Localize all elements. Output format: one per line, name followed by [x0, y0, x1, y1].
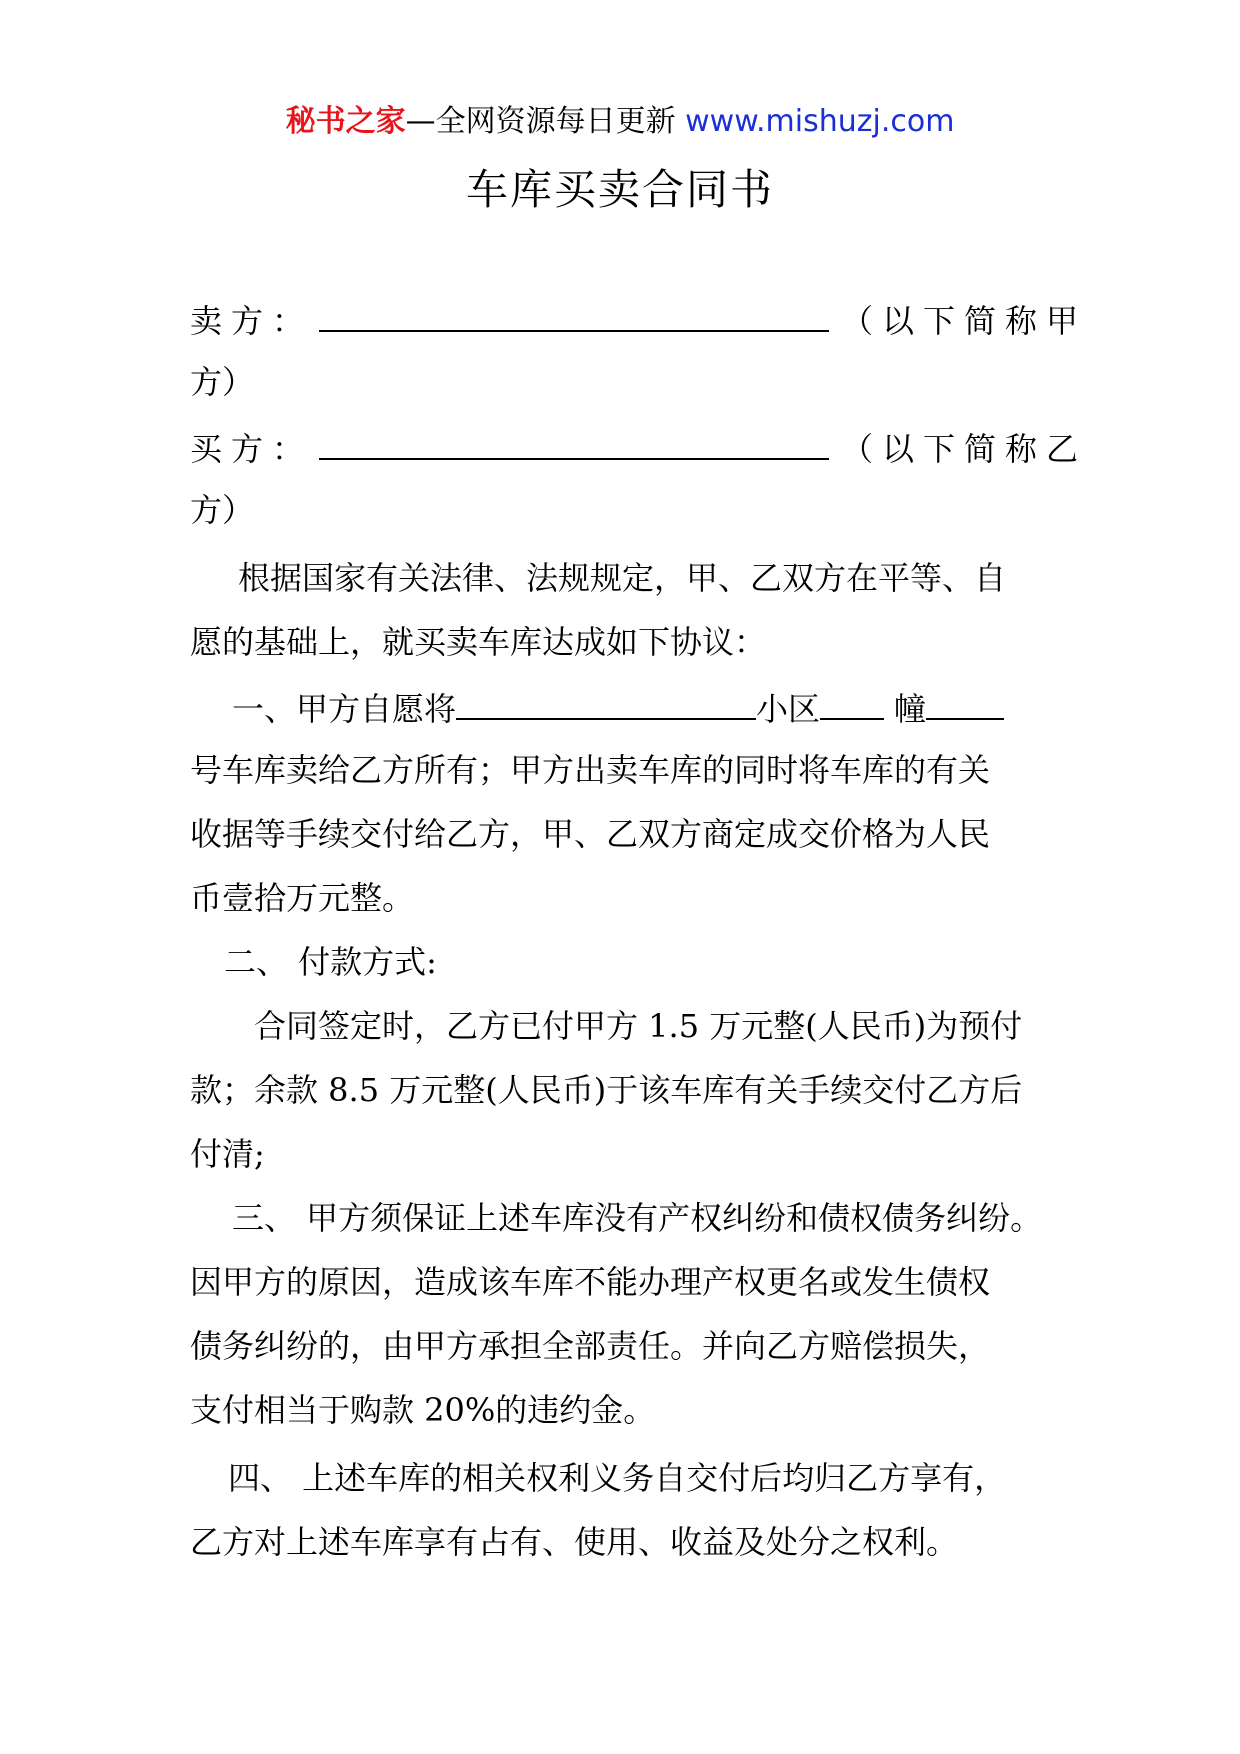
- clause1-line: 收据等手续交付给乙方，甲、乙双方商定成交价格为人民: [190, 815, 991, 853]
- buyer-name-field[interactable]: [319, 424, 829, 460]
- buyer-suffix: （以下简称乙: [841, 430, 1088, 468]
- clause1-text-b: 小区: [756, 690, 821, 728]
- clause2-line: 付清;: [190, 1135, 265, 1173]
- building-number-field[interactable]: [820, 684, 884, 720]
- clause4-line: 四、 上述车库的相关权利义务自交付后均归乙方享有，: [228, 1459, 1007, 1497]
- clause3-line: 支付相当于购款 20%的违约金。: [190, 1391, 656, 1429]
- community-name-field[interactable]: [456, 684, 756, 720]
- banner-brand: 秘书之家: [285, 104, 406, 139]
- preamble-line: 根据国家有关法律、法规规定，甲、乙双方在平等、自: [238, 559, 1007, 597]
- banner-site-link[interactable]: www.mishuzj.com: [685, 104, 955, 139]
- clause1-text-c: 幢: [894, 690, 927, 728]
- buyer-label: 买方：: [190, 430, 314, 468]
- site-banner: [0, 100, 1240, 144]
- seller-suffix-end: 方）: [190, 363, 255, 401]
- seller-name-field[interactable]: [319, 296, 829, 332]
- seller-label: 卖方：: [190, 302, 314, 340]
- clause3-line: 因甲方的原因，造成该车库不能办理产权更名或发生债权: [190, 1263, 991, 1301]
- clause1-text-a: 一、甲方自愿将: [232, 690, 457, 728]
- clause3-line: 三、 甲方须保证上述车库没有产权纠纷和债权债务纠纷。: [232, 1199, 1043, 1237]
- garage-number-field[interactable]: [926, 684, 1004, 720]
- preamble-line: 愿的基础上，就买卖车库达成如下协议：: [190, 623, 767, 661]
- clause2-heading: 二、 付款方式:: [224, 943, 437, 981]
- seller-suffix: （以下简称甲: [841, 302, 1088, 340]
- clause1-line: 号车库卖给乙方所有；甲方出卖车库的同时将车库的有关: [190, 751, 991, 789]
- clause2-line: 合同签定时，乙方已付甲方 1.5 万元整(人民币)为预付: [254, 1007, 1023, 1045]
- clause1-line: 币壹拾万元整。: [190, 879, 415, 917]
- buyer-suffix-end: 方）: [190, 491, 255, 529]
- clause4-line: 乙方对上述车库享有占有、使用、收益及处分之权利。: [190, 1523, 959, 1561]
- banner-tagline: —全网资源每日更新: [405, 104, 676, 139]
- clause1-first-line: [190, 684, 1050, 731]
- buyer-line: [190, 424, 1088, 471]
- clause3-line: 债务纠纷的，由甲方承担全部责任。并向乙方赔偿损失，: [190, 1327, 991, 1365]
- clause2-line: 款；余款 8.5 万元整(人民币)于该车库有关手续交付乙方后: [190, 1071, 1023, 1109]
- seller-line: [190, 296, 1088, 343]
- document-title: 车库买卖合同书: [465, 165, 774, 214]
